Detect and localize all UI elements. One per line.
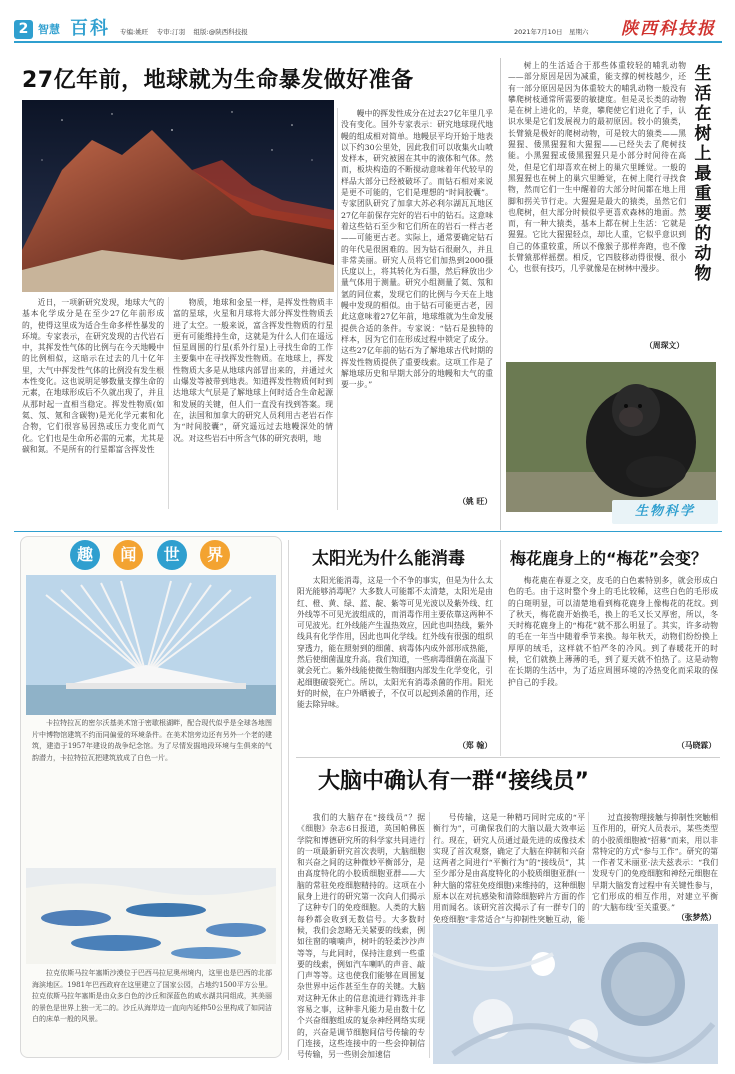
masthead-title: 陕西科技报 [621, 19, 716, 39]
sun-article [297, 575, 493, 753]
brain-article-col1-text: 我们的大脑存在“接线员”？据《细胞》杂志6日报道，英国帕佛医学院和博德研究所的科学家共同进行的一项最新研究首次表明，大脑细胞和兴奋之间的这种微妙平衡部分，是由高度特化的小胶质细胞亚群——大脑的常驻免疫细胞精持的。这项在小鼠身上进行的研究第一次向人们揭示了这种专门的免疫细胞。人类的大脑每秒都会收到无数信号。大多数时候，我们会忽略无关紧要的线索，例如往窗的嘀嘀声，树叶的轻柔沙沙声等等，与此同时，保持注意到一些重要的线索，例如汽车喇叭的声音、敲门声等等。这也使我们能够在周围复杂世界中运作甚至生存的关键。大脑对这种无休止的信息流进行筛选并非容易之事，这种非凡能力是由数十亿个兴奋细胞组成的复杂神经网络实现的，兴奋是调节细胞间信号传输的专门连接，这些连接中的一些会抑制信号传输，另一些则会加速信 [297, 813, 425, 1060]
neuron-illustration [433, 924, 718, 1064]
fun-world-char-1: 趣 [70, 540, 100, 570]
sidebar-animal-body: 树上的生活适合于那些体重较轻的哺乳动物——部分原因是因为减重，能支撑的树枝越少，还有一部分原因是因为体重较大的哺乳动物一般没有攀爬树枝通常所需要的敏捷度。但是灵长类的动物是在树上进化的，毕竟，攀爬使它们进化了手，认识水果是它们发展视力的最初原因。较小的猿类，长臂猿是极好的爬树动物，可是较大的猿类——黑猩猩、倭黑猩猩和大猩猩——已经失去了爬树技能。小黑猩猩或倭黑猩猩只是小部分时间待在高处，但是它们却喜欢在树上的巢穴里睡觉。一般的黑猩猩也在树上的巢穴里睡觉，在树上爬行寻找食物，然而它们一生中醒着的大部分时间都在地上用脚和拐关节行走。大猩猩是最大的猿类，虽然它们也爬树，但大部分时候似乎更喜欢森林的地面。然而，有一种大猿类，基本上都在树上生活：它就是猩猩。它比大猩猩轻点，却比人重，它似乎意识到自己的体重较重，所以不像猴子那样奔跑，也不像长臂猿那样摇摆。相反，它四肢移动得很慢、很小心，也很有技巧，几乎就像是在树林中漫步。 [508, 61, 686, 274]
gorilla-photo [506, 362, 716, 512]
deer-article-text: 梅花鹿在春夏之交，皮毛的白色素特别多，就会形成白色的毛。由于这时整个身上的毛比较稀，这些白色的毛形成的白斑明显，可以清楚地看到梅花鹿身上像梅花的花纹。到了秋天，梅花鹿开始换毛，换上的毛又长又厚密，所以，冬天时梅花鹿身上的“梅花”就不那么明显了。其实，许多动物的毛在一年当中随着季节来换。每年秋天，动物们纷纷换上厚厚的绒毛，这样就不怕严冬的冷风。到了春暖花开的时候，它们就换上薄薄的毛，到了夏天就不怕热了。这是动物在长期的生活中，为了适应周围环境的冷热变化而采取的保护自己的手段。 [508, 576, 718, 687]
neuron-photo [433, 924, 718, 1064]
main-article-credit: （姚 旺） [458, 497, 492, 506]
sidebar-animal-text [508, 60, 686, 362]
sun-headline: 太阳光为什么能消毒 [312, 549, 465, 569]
main-headline: 27亿年前，地球就为生命暴发做好准备 [22, 68, 414, 93]
brain-article-col2 [433, 812, 585, 924]
museum-illustration [26, 575, 276, 715]
deer-headline: 梅花鹿身上的“梅花”会变？ [510, 549, 708, 568]
main-article-col1-text: 近日，一项新研究发现，地球大气的基本化学成分是在至少27亿年前形成的，使得这里成为适合生命多样性暴发的环境。专家表示，在研究发现的古代岩石中，其挥发性气体的比例与在今天地幔中的比例相似，这暗示在过去的几十亿年里，大气中挥发性气体的比例没有发生根本性变化。这也说明足够数量支撑生命的元素，在地球形成后不久就出现了，并且从那时起一直相当稳定。挥发性物质(如氦、氖、氪和含碳物)是光化学元素和化合物，它们很容易因热或压力变化而气化。它们也是生命所必需的元素，尤其是碳和氮。不是所有的行星都富含挥发性 [22, 298, 164, 454]
sidebar-animal-credit: （周琛文） [645, 341, 684, 350]
header-rule [14, 41, 722, 43]
deer-article [508, 575, 718, 743]
brain-credit: （张梦然） [677, 913, 716, 922]
dunes-caption: 拉克依斯马拉年塞斯沙漠位于巴西马拉尼奥州境内，这里也是巴西的北部海滨地区。1981年巴西政府在这里建立了国家公园，占地约1500平方公里。拉克依斯马拉年塞斯是由众多白色的沙丘和深蓝色的咸水湖共同组成，其美丽的景色是世界上独一无二的。沙丘从海岸边一直向内延伸50公里构成了如同洁白的床单一般的风景。 [32, 969, 272, 1023]
sun-credit: （郑 翰） [458, 741, 492, 750]
fun-world-char-4: 界 [200, 540, 230, 570]
fun-world-char-2: 闻 [113, 540, 143, 570]
brain-article-col3 [592, 812, 718, 922]
section-prefix: 智慧 [38, 23, 60, 36]
brain-article-col1 [297, 812, 425, 1062]
section-name: 百科 [70, 18, 110, 39]
editor-line: 专编:姚旺 专审:汀羽 组版:@陕西科技报 [120, 28, 248, 36]
volcano-photo [22, 100, 334, 292]
main-article-col2-text: 物质，地球和金星一样，是挥发性物质丰富的星球，火星和月球将大部分挥发性物质丢进了太空。一般来说，富含挥发性物质的行星更有可能维持生命，这就是为什么人们在遥远恒星周围的行星(系外行星)上寻找生命的工作主要集中在寻找挥发性物质。在地球上，挥发性物质大多是从地球内部冒出来的，并通过火山爆发等被带到地表。知道挥发性物质何时到达地球大气层是了解地球上何时适合生命起源和发展的关键，但人们一直没有找到答案。现在，法国和加拿大的研究人员利用古老岩石作为“时间胶囊”，研究遥远过去地幔深处的情况。对这些岩石中所含气体的研究表明，地 [173, 298, 333, 443]
volcano-illustration [22, 100, 334, 292]
museum-photo [26, 575, 276, 715]
brain-article-col3-text: 过直接物理接触与抑制性突触相互作用的，研究人员表示，某些类型的小胶质细胞被“招募”而来，用以非常特定的方式“参与工作”。研究的第一作者艾米丽亚·法夫兹表示：“我们发现专门的免疫细胞和神经元细胞在早期大脑发育过程中有关键性参与，它们形成的相互作用，对建立平衡的‘大脑布线’至关重要。” [592, 813, 718, 913]
main-article-col3 [341, 108, 493, 498]
dunes-photo [26, 868, 276, 964]
brain-headline: 大脑中确认有一群“接线员” [318, 769, 589, 794]
main-article-col2 [173, 297, 333, 513]
museum-caption: 卡拉特拉瓦的密尔沃基美术馆于密歇根湖畔，配合现代似乎是全球各地图片中博物馆建筑不约而同偏爱的环境条件。在美术馆旁边还有另外一个老的建筑，建造于1957年建设的战争纪念馆。为了尽情发掘地段环境与生俱来的气韵潜力，卡拉特拉瓦把建筑放成了白色一片。 [32, 719, 272, 762]
main-article-col1 [22, 297, 164, 513]
fun-world-banner [70, 540, 230, 570]
sun-article-text: 太阳光能消毒，这是一个不争的事实，但是为什么太阳光能够消毒呢？大多数人可能都不太清楚，太阳光是由红、橙、黄、绿、蓝、靛、紫等可见光波以及紫外线、红外线等不可见光波组成的，而消毒作用主要依靠这两种不可见波光。红外线能产生温热效应，因此也叫热线，紫外线具有化学作用，因此也叫化学线。红外线有很强的组织穿透力，能在照射到的细菌、病毒体内成外部形成热能，然后使细菌温度升高。我们知道，一些病毒细菌在高温下就会死亡。紫外线能使微生物细胞内部发生化学变化，引起细胞破裂死亡。所以，太阳光有消毒杀菌的作用。阳光好的时候，在户外晒被子，不仅可以起到杀菌的作用，还能去除异味。 [297, 576, 493, 710]
page-number-badge: 2 [14, 20, 33, 39]
main-article-col3-text: 幔中的挥发性成分在过去27亿年里几乎没有变化。国外专家表示：研究地球现代地幔的组成相对简单。地幔层平均开始于地表以下约30公里处，因此我们可以收集火山喷发样本，研究被困在其中的液体和气体。然而，板块构造的不断搅动意味着年代较早的样品大部分已经被破坏了。而钻石相对来说是更不可能的，它们是理想的“时间胶囊”。专家团队研究了加拿大苏必利尔湖瓦瓦地区27亿年前保存完好的岩石中的钻石。这意味着这些钻石至少和它们所在的岩石一样古老——可能更古老。实际上，通常要确定钻石的年代是很困难的。因为钻石很耐久，并且非常美丽。研究人员将它们加热到2000摄氏度以上，将其转化为石墨，然后释放出少量气体用于测量。研究小组测量了氦、氖和氩的同位素，发现它们的比例与今天在上地幔中发现的相似。由于钻石可能更古老，因此这意味着27亿年前，地球维就为生命发展提供合适的条件。专家说：“钻石是独特的样本，因为它们在形成过程中锁定了成分。这些27亿年前的钻石为了解地球古代时期的挥发性物质提供了重要线索。这项工作是了解地球历史和早期大部分的地幔和大气的重要一步。” [341, 109, 493, 390]
fun-world-char-3: 世 [157, 540, 187, 570]
page-header [14, 20, 722, 42]
issue-date: 2021年7月10日 星期六 [514, 28, 589, 36]
sidebar-vertical-title: 生活在树上最重要的动物 [694, 64, 712, 284]
dunes-illustration [26, 868, 276, 964]
gorilla-illustration [506, 362, 716, 512]
brain-article-col2-text: 号传输，这是一种精巧同时完成的“平衡行为”，可确保我们的大脑以最大效率运行。现在，研究人员通过最先进的成像技术实现了首次观察，确定了大脑在抑制和兴奋这两者之间进行“平衡行为”的“接线员”，其至少部分是由高度特化的小胶质细胞亚群(一种大脑的常驻免疫细胞)来维持的，这种细胞原本以在对抗感染和清除细胞碎片方面的作用而闻名。该研究首次揭示了有一群专门的免疫细胞“非常适合”与抑制性突触互动，能 [433, 813, 585, 924]
deer-credit: （马晓霖） [677, 741, 716, 750]
biology-banner: 生物科学 [612, 500, 718, 524]
